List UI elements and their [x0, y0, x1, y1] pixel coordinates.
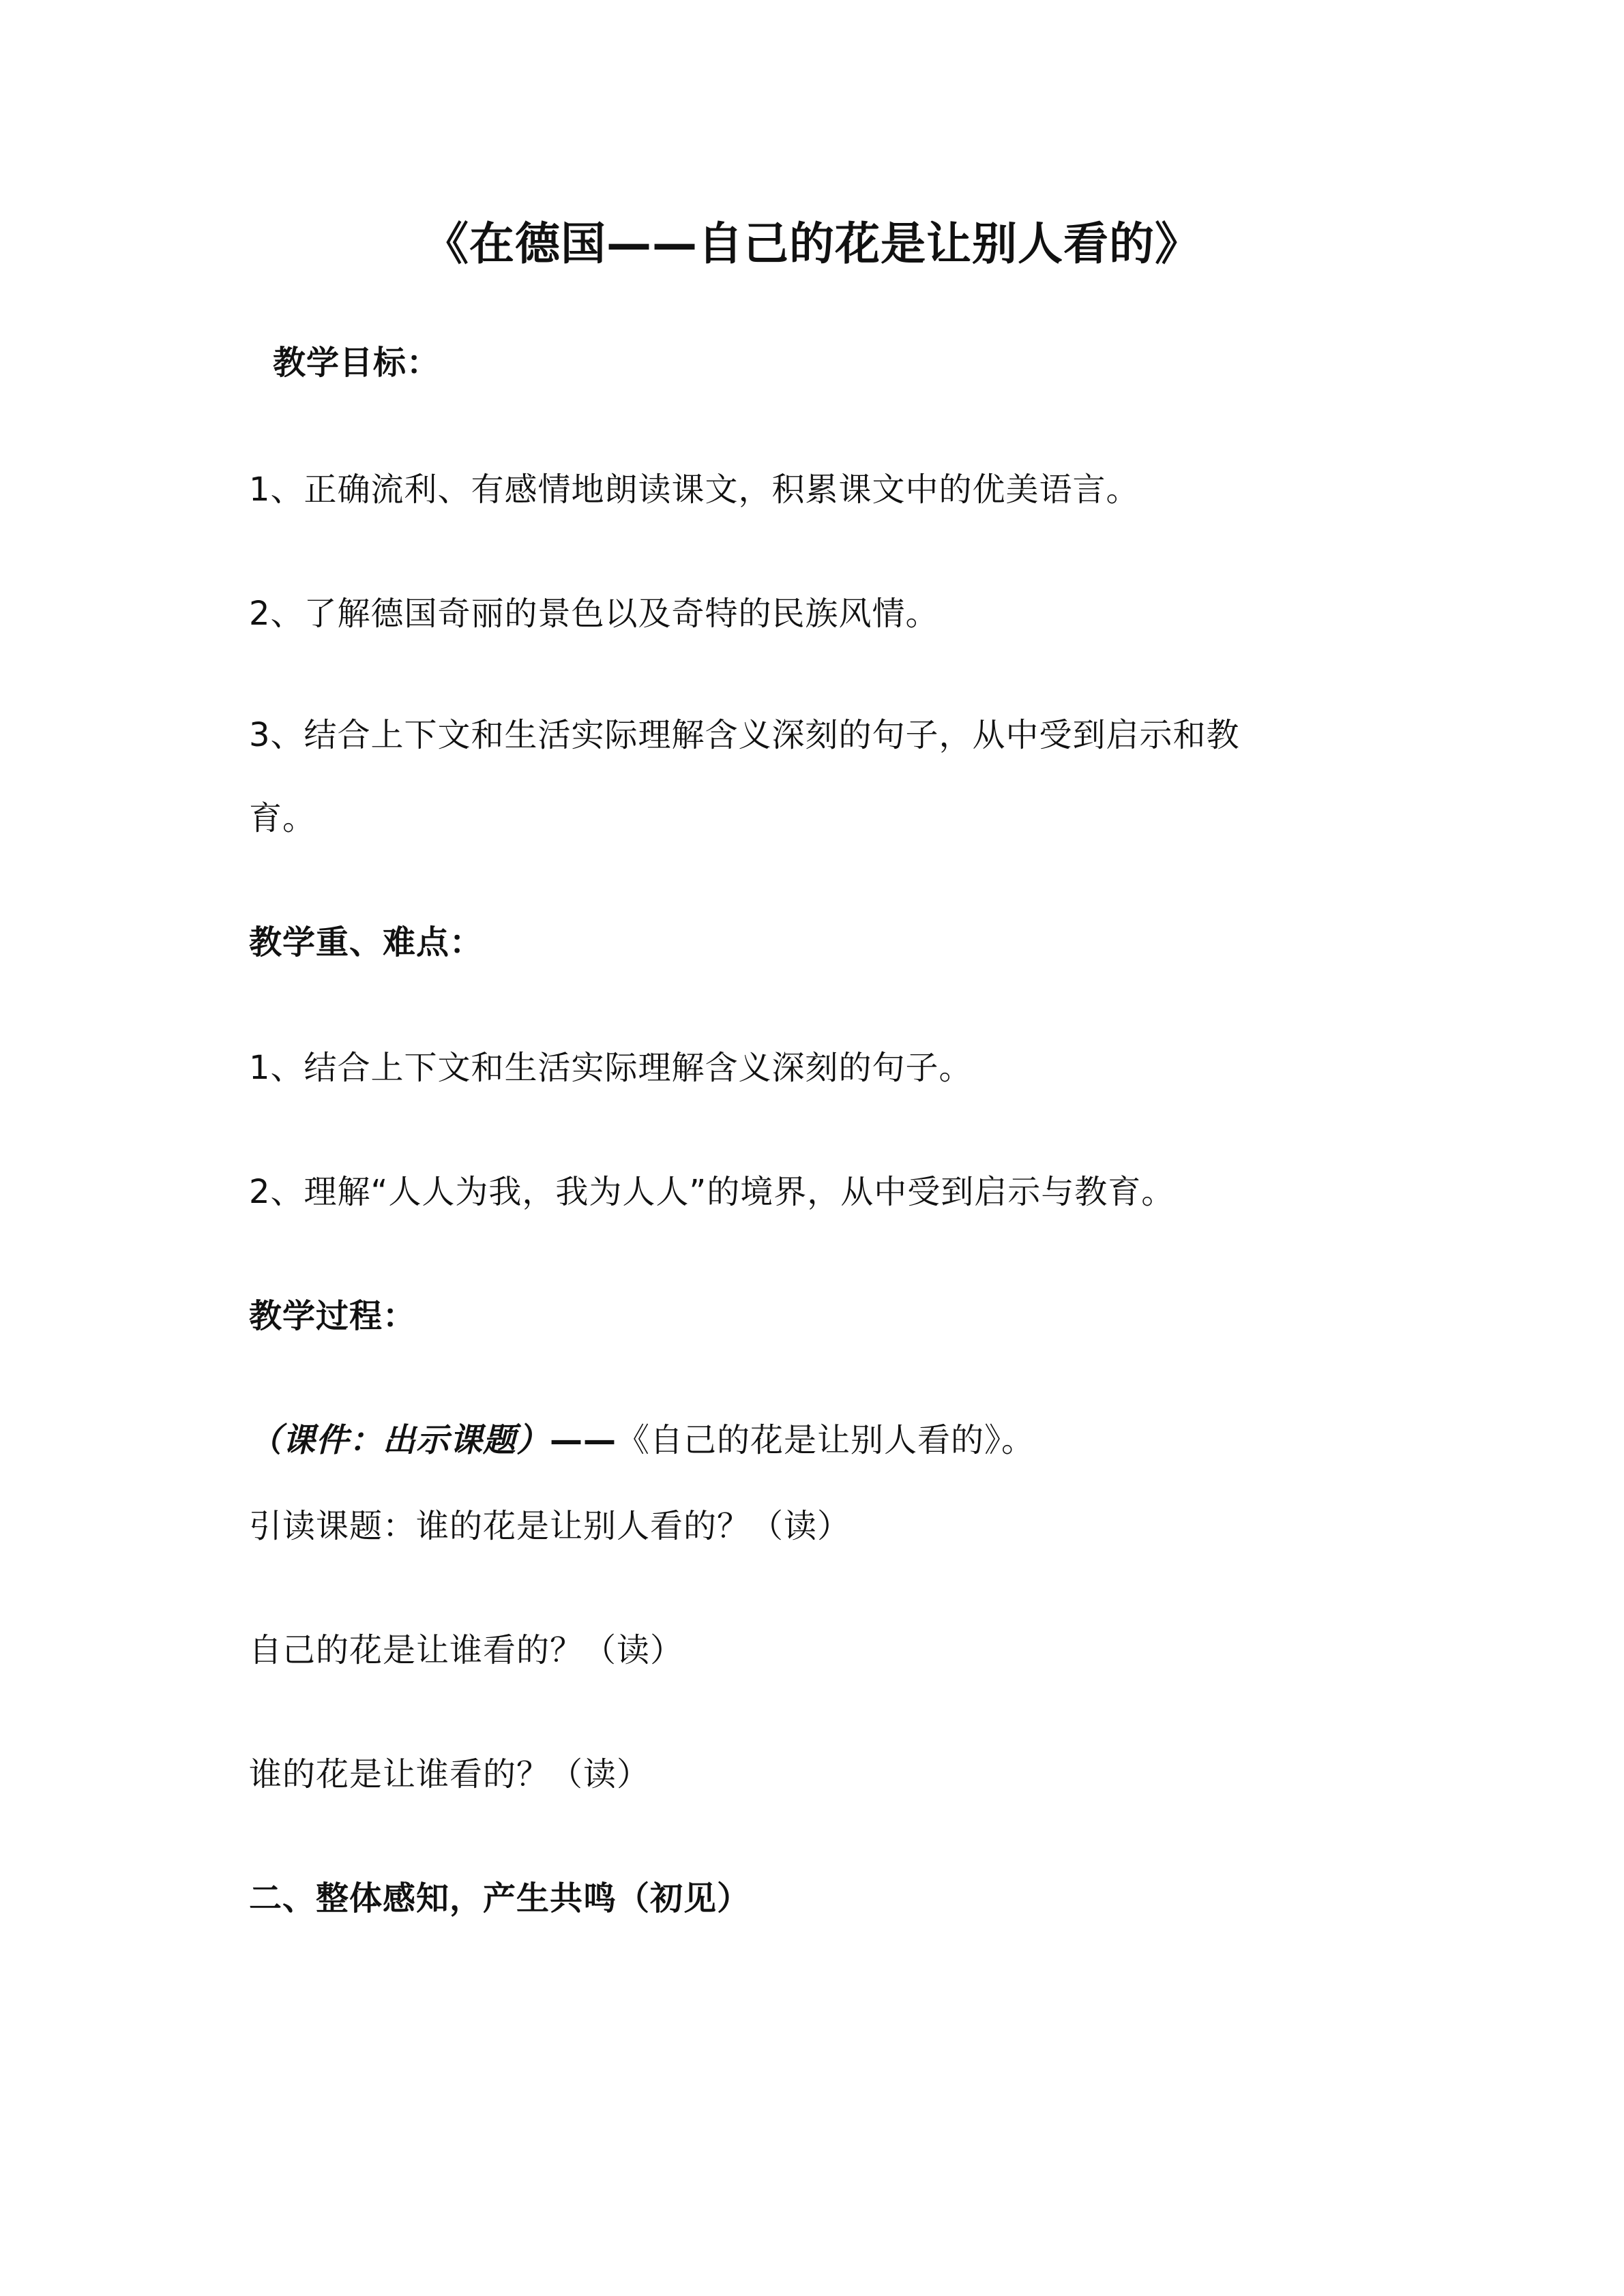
- process-line-3: 谁的花是让谁看的？（读）: [249, 1755, 651, 1793]
- courseware-dash: ——: [550, 1421, 617, 1459]
- section-two-heading: 二、整体感知，产生共鸣（初见）: [249, 1879, 751, 1918]
- goals-heading: 教学目标：: [273, 344, 441, 382]
- goal-item-3: 3、结合上下文和生活实际理解含义深刻的句子，从中受到启示和教: [249, 716, 1240, 754]
- key-point-item-2: 2、理解“人人为我，我为人人”的境界，从中受到启示与教育。: [249, 1173, 1175, 1211]
- courseware-note: （课件：出示课题）: [249, 1421, 550, 1459]
- key-points-heading: 教学重、难点：: [249, 923, 484, 961]
- process-line-2: 自己的花是让谁看的？（读）: [249, 1631, 684, 1669]
- goal-item-3-continued: 育。: [249, 799, 316, 837]
- courseware-title: 《自己的花是让别人看的》。: [617, 1421, 1035, 1459]
- key-point-item-1: 1、结合上下文和生活实际理解含义深刻的句子。: [249, 1049, 973, 1087]
- process-heading: 教学过程：: [249, 1297, 417, 1335]
- document-title: 《在德国——自己的花是让别人看的》: [424, 218, 1200, 270]
- process-line-1: 引读课题：谁的花是让别人看的？（读）: [249, 1507, 851, 1545]
- courseware-line: [249, 1418, 1035, 1462]
- goal-item-1: 1、正确流利、有感情地朗读课文，积累课文中的优美语言。: [249, 471, 1140, 509]
- goal-item-2: 2、了解德国奇丽的景色以及奇特的民族风情。: [249, 595, 939, 633]
